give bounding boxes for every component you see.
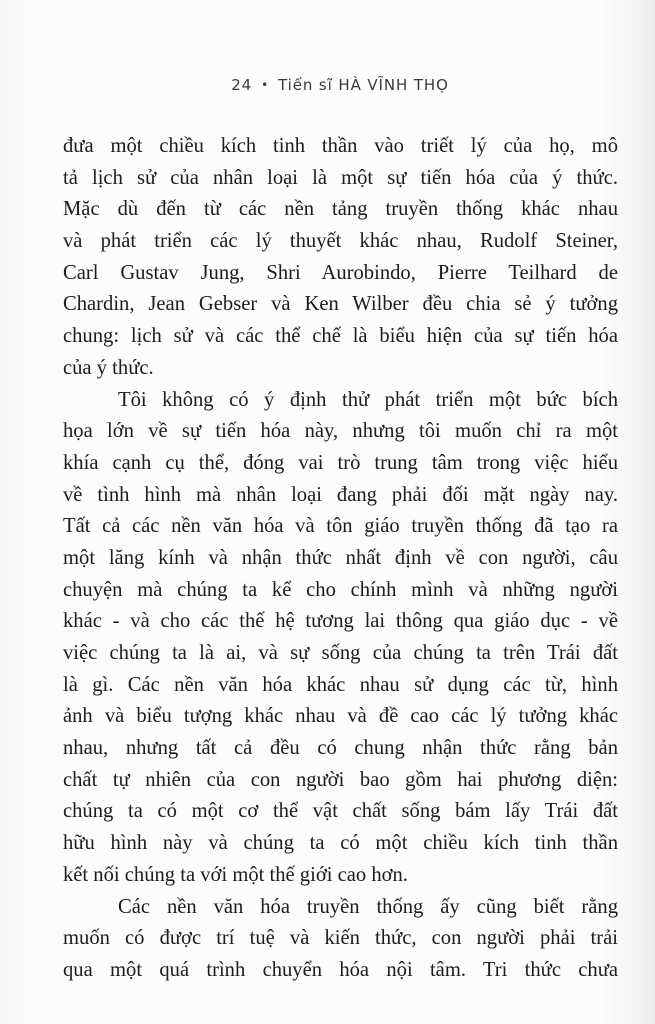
page-number: 24 [231, 76, 253, 94]
text-line: muốn có được trí tuệ và kiến thức, con người phải trải [63, 927, 618, 950]
text-line: chất tự nhiên của con người bao gồm hai phương diện: [63, 768, 618, 791]
text-line: một lăng kính và nhận thức nhất định về con người, câu [63, 546, 618, 569]
body-text [63, 131, 618, 987]
text-line: Carl Gustav Jung, Shri Aurobindo, Pierre Teilhard de [63, 261, 618, 284]
text-line: về tình hình mà nhân loại đang phải đối mặt ngày nay. [63, 483, 618, 506]
text-line: họa lớn về sự tiến hóa này, nhưng tôi muốn chỉ ra một [63, 420, 618, 443]
text-line: Mặc dù đến từ các nền tảng truyền thống khác nhau [63, 198, 618, 221]
running-head [0, 76, 655, 94]
paragraph-1 [63, 131, 618, 385]
text-line: khía cạnh cụ thể, đóng vai trò trung tâm trong việc hiểu [63, 451, 618, 474]
text-line: qua một quá trình chuyển hóa nội tâm. Tri thức chưa [63, 958, 618, 981]
text-line: tả lịch sử của nhân loại là một sự tiến hóa của ý thức. [63, 166, 618, 189]
text-line: Tất cả các nền văn hóa và tôn giáo truyền thống đã tạo ra [63, 515, 618, 538]
text-line: nhau, nhưng tất cả đều có chung nhận thức rằng bản [63, 737, 618, 760]
text-line: khác - và cho các thế hệ tương lai thông qua giáo dục - về [63, 610, 618, 633]
text-line: và phát triển các lý thuyết khác nhau, Rudolf Steiner, [63, 230, 618, 253]
text-line: kết nối chúng ta với một thế giới cao hơn. [63, 863, 408, 886]
text-line: của ý thức. [63, 356, 154, 379]
text-line: đưa một chiều kích tinh thần vào triết lý của họ, mô [63, 135, 618, 157]
running-head-author: Tiến sĩ HÀ VĨNH THỌ [278, 76, 449, 94]
text-line: Các nền văn hóa truyền thống ấy cũng biết rằng [118, 895, 618, 918]
text-line: Chardin, Jean Gebser và Ken Wilber đều chia sẻ ý tưởng [63, 293, 618, 316]
bullet-separator: • [261, 78, 270, 92]
text-line: chúng ta có một cơ thể vật chất sống bám lấy Trái đất [63, 800, 618, 823]
text-line: chung: lịch sử và các thể chế là biểu hiện của sự tiến hóa [63, 325, 618, 348]
paragraph-2 [63, 385, 618, 892]
text-line: là gì. Các nền văn hóa khác nhau sử dụng các từ, hình [63, 673, 618, 696]
text-line: chuyện mà chúng ta kể cho chính mình và những người [63, 578, 618, 601]
text-line: hữu hình này và chúng ta có một chiều kích tinh thần [63, 832, 618, 855]
text-line: Tôi không có ý định thử phát triển một bức bích [118, 388, 618, 411]
text-line: ảnh và biểu tượng khác nhau và đề cao các lý tưởng khác [63, 705, 618, 728]
text-line: việc chúng ta là ai, và sự sống của chúng ta trên Trái đất [63, 642, 618, 664]
paragraph-3 [63, 892, 618, 987]
